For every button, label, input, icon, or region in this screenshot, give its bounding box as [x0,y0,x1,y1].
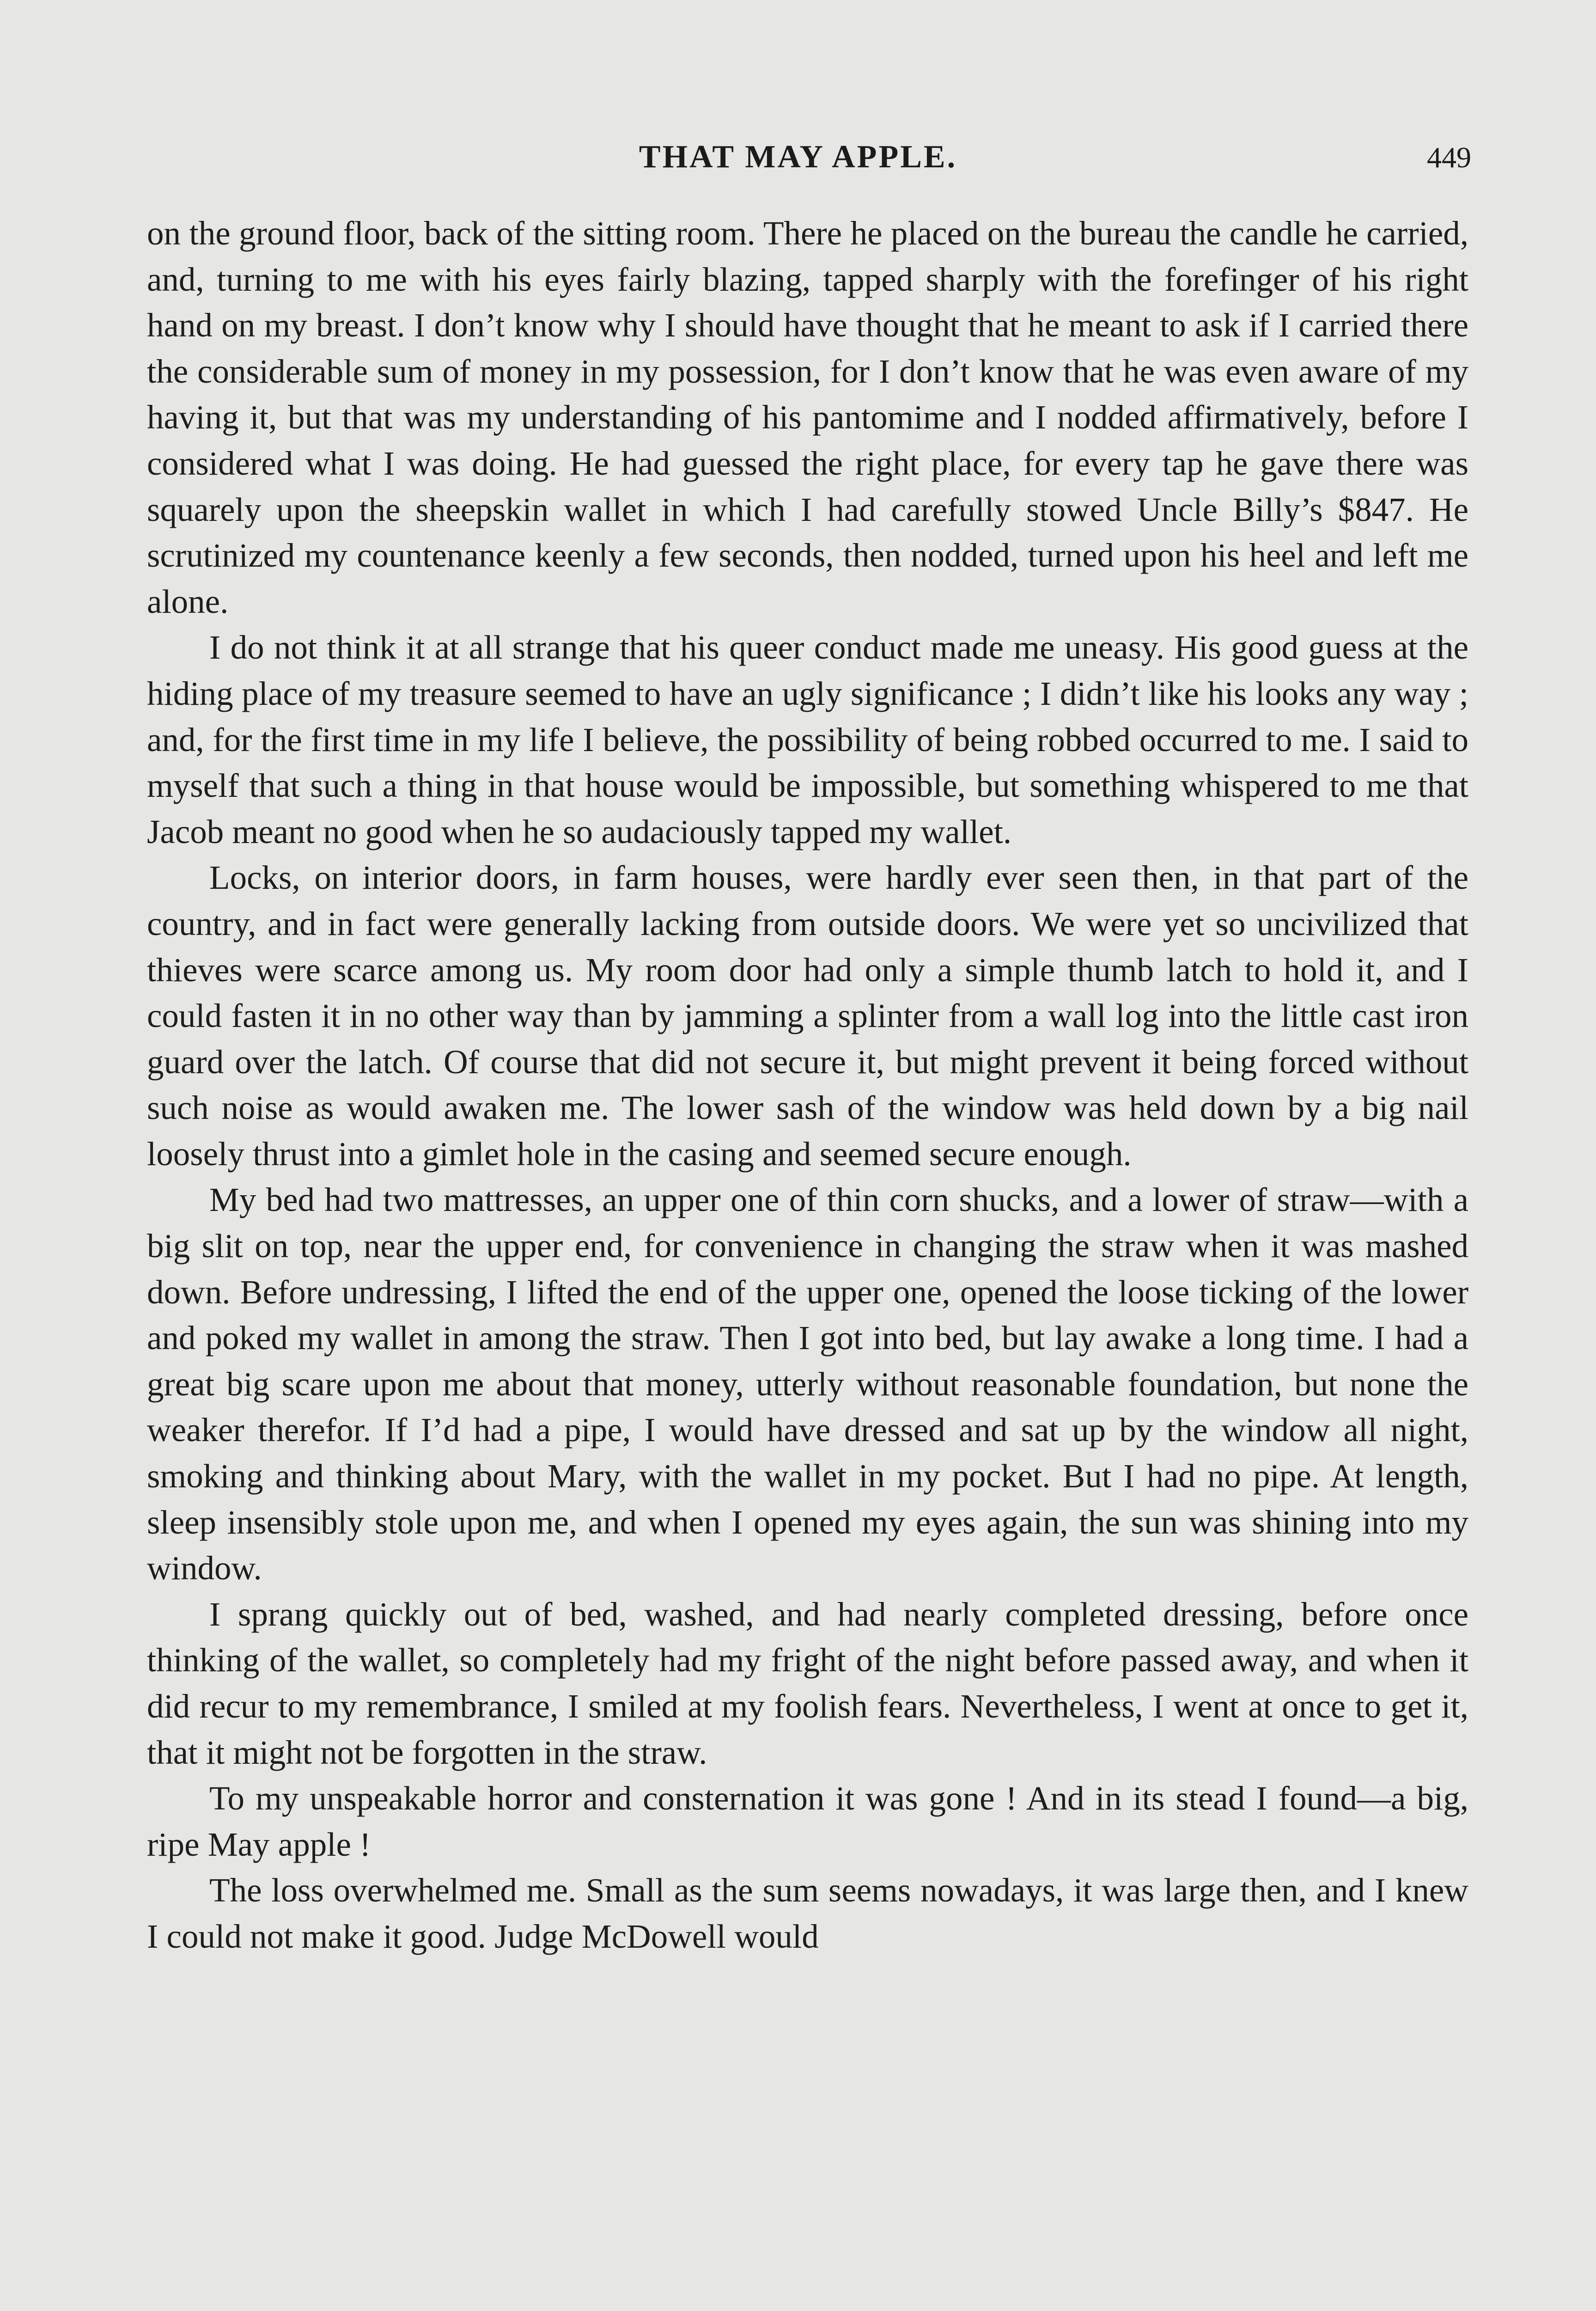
paragraph: To my unspeakable horror and consternation it was gone ! And in its stead I found—a big, ripe May apple ! [147,1779,1468,1863]
running-head [0,139,1596,194]
paragraph: I sprang quickly out of bed, washed, and had nearly completed dressing, before once thinking of the wallet, so completely had my fright of the night before passed away, and when it did recur to my remembrance, I smiled at my foolish fears. Nevertheless, I went at once to get it, that it might not be forgotten in the straw. [147,1595,1468,1771]
paragraph: My bed had two mattresses, an upper one of thin corn shucks, and a lower of straw––with a big slit on top, near the upper end, for convenience in changing the straw when it was mashed down. Before undressing, I lifted the end of the upper one, opened the loose ticking of the lower and poked my wallet in among the straw. Then I got into bed, but lay awake a long time. I had a great big scare upon me about that money, utterly without reasonable foundation, but none the weaker therefor. If I’d had a pipe, I would have dressed and sat up by the window all night, smoking and thinking about Mary, with the wallet in my pocket. But I had no pipe. At length, sleep insensibly stole upon me, and when I opened my eyes again, the sun was shining into my window. [147,1181,1468,1587]
page-number: 449 [1427,141,1471,174]
paragraph: I do not think it at all strange that his queer conduct made me uneasy. His good guess at the hiding place of my treasure seemed to have an ugly significance ; I didn’t like his looks any way ; and, for the first time in my life I believe, the possibility of being robbed occurred to me. I said to myself that such a thing in that house would be impossible, but something whispered to me that Jacob meant no good when he so audaciously tapped my wallet. [147,629,1468,850]
running-title: THAT MAY APPLE. [639,139,957,175]
paragraph: Locks, on interior doors, in farm houses, were hardly ever seen then, in that part of the country, and in fact were generally lacking from outside doors. We were yet so uncivilized that thieves were scarce among us. My room door had only a simple thumb latch to hold it, and I could fasten it in no other way than by jamming a splinter from a wall log into the little cast iron guard over the latch. Of course that did not secure it, but might prevent it being forced without such noise as would awaken me. The lower sash of the window was held down by a big nail loosely thrust into a gimlet hole in the casing and seemed secure enough. [147,859,1468,1173]
paragraph-continued: on the ground floor, back of the sitting room. There he placed on the bureau the candle he carried, and, turning to me with his eyes fairly blazing, tapped sharply with the forefinger of his right hand on my breast. I don’t know why I should have thought that he meant to ask if I carried there the considerable sum of money in my possession, for I don’t know that he was even aware of my having it, but that was my understanding of his pantomime and I nodded affirmatively, before I considered what I was doing. He had guessed the right place, for every tap he gave there was squarely upon the sheepskin wallet in which I had carefully stowed Uncle Billy’s $847. He scrutinized my countenance keenly a few seconds, then nodded, turned upon his heel and left me alone. [147,214,1468,620]
paragraph: The loss overwhelmed me. Small as the sum seems nowadays, it was large then, and I knew I could not make it good. Judge McDowell would [147,1871,1468,1955]
body-text [147,210,1468,1960]
